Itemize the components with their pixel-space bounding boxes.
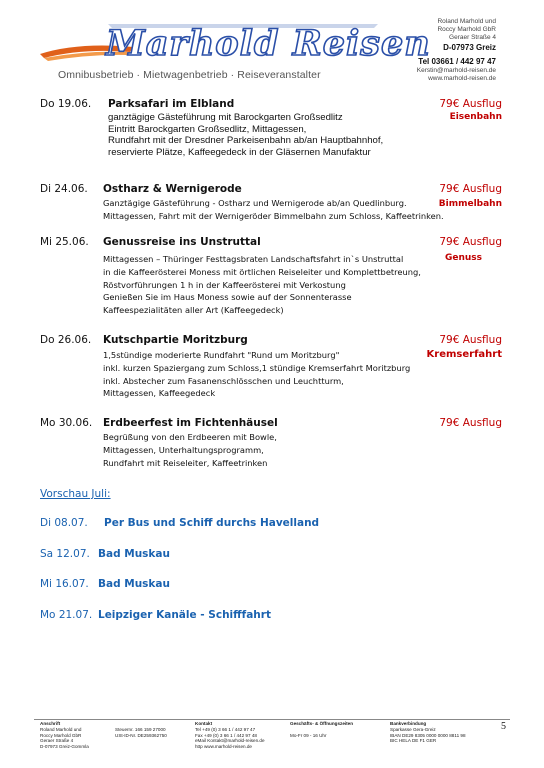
address-line1: Roland Marhold und	[437, 18, 496, 25]
trip-entry	[40, 183, 502, 221]
trip-entry	[40, 236, 502, 316]
footer-contact	[195, 721, 265, 750]
footer-line: BIC HELA DE F1 GER	[390, 738, 437, 744]
footer-line: D-07973 Greiz-Gommla	[40, 744, 89, 750]
trip-line: Mittagessen, Fahrt mit der Wernigeröder Bimmelbahn zum Schloss, Kaffeetrinken.	[103, 210, 444, 221]
trip-tag: Bimmelbahn	[438, 199, 502, 209]
footer-line: eMail Kontakt@marhold-reisen.de	[195, 738, 265, 744]
trip-title: Genussreise ins Unstruttal	[103, 236, 261, 248]
footer-line: Bankverbindung	[390, 721, 427, 726]
address-email: Kerstin@marhold-reisen.de	[416, 67, 496, 74]
address-web: www.marhold-reisen.de	[428, 75, 496, 82]
footer-line: USt-ID-Nr. DE259362750	[115, 732, 167, 738]
trip-line: inkl. kurzen Spaziergang zum Schloss,1 stündige Kremserfahrt Moritzburg	[103, 362, 411, 373]
footer-line: Mo-Fr 09 - 16 Uhr	[290, 732, 327, 738]
trip-line: 1,5stündige moderierte Rundfahrt "Rund um Moritzburg"	[103, 350, 340, 360]
preview-date: Sa 12.07.	[40, 548, 90, 560]
trip-entry	[40, 417, 502, 468]
preview-title: Per Bus und Schiff durchs Havelland	[104, 517, 320, 529]
trip-date: Mi 25.06.	[40, 236, 89, 248]
trip-line: Röstvorführungen 1 h in der Kaffeerösterei mit Verkostung	[103, 279, 346, 290]
trip-title: Parksafari im Elbland	[108, 98, 235, 110]
trip-price: 79€ Ausflug	[439, 236, 502, 248]
preview-date: Di 08.07.	[40, 517, 88, 529]
trip-line: Rundfahrt mit Reiseleiter, Kaffeetrinken	[103, 457, 268, 468]
footer-line: Roland Marhold und	[40, 726, 82, 732]
trip-line: Kaffeespezialitäten aller Art (Kaffeegedeck)	[103, 305, 284, 316]
footer-bank	[390, 721, 466, 744]
footer-line: Geraer Straße 4	[40, 738, 74, 744]
preview-title: Bad Muskau	[98, 578, 170, 590]
trip-line: reservierte Plätze, Kaffeegedeck in der Gläsernen Manufaktur	[108, 147, 371, 159]
footer-divider	[34, 719, 510, 720]
footer-line: Fax +49 (0) 3 66 1 / 442 97 48	[195, 732, 257, 738]
footer-line: Geschäfts- & Öffnungszeiten	[290, 721, 354, 726]
footer-line: Steuernr. 166 159 27000	[115, 727, 166, 732]
preview-title: Leipziger Kanäle - Schifffahrt	[98, 609, 271, 621]
footer-line: Tel +49 (0) 3 66 1 / 442 97 47	[195, 726, 256, 732]
trip-description	[103, 349, 410, 400]
trip-description	[108, 112, 383, 159]
trip-line: Mittagessen, Kaffeegedeck	[103, 388, 216, 399]
trip-description	[103, 197, 444, 223]
logo-text: Marhold Reisen	[106, 23, 431, 64]
trip-line: Mittagessen, Unterhaltungsprogramm,	[103, 444, 264, 455]
trip-description	[103, 431, 277, 469]
address-line3: Geraer Straße 4	[449, 34, 496, 41]
footer-line: Sparkasse Gera-Greiz	[390, 726, 436, 732]
trip-price: 79€ Ausflug	[439, 183, 502, 195]
trip-line: in die Kaffeerösterei Moness mit örtlichen Reiseleiter und Komplettbetreung,	[103, 266, 421, 277]
company-logo	[38, 14, 431, 66]
footer-address	[40, 721, 89, 750]
trip-description	[103, 253, 421, 317]
trip-date: Di 24.06.	[40, 183, 88, 195]
preview-item	[40, 609, 271, 621]
preview-item	[40, 548, 170, 560]
trip-price: 79€ Ausflug	[439, 334, 502, 346]
trip-tag: Eisenbahn	[449, 112, 502, 122]
trip-title: Erdbeerfest im Fichtenhäusel	[103, 417, 278, 429]
header-address	[417, 18, 496, 83]
preview-title: Bad Muskau	[98, 548, 170, 560]
preview-item	[40, 517, 319, 529]
footer-line: Roccy Marhold GbR	[40, 732, 82, 738]
preview-date: Mi 16.07.	[40, 578, 89, 590]
trip-line: Mittagessen – Thüringer Festtagsbraten Landschaftsfahrt in`s Unstruttal	[103, 254, 404, 264]
trip-line: ganztägige Gästeführung mit Barockgarten Großsedlitz	[108, 112, 343, 123]
trip-tag: Genuss	[444, 253, 482, 263]
address-line2: Roccy Marhold GbR	[437, 26, 496, 33]
trip-date: Do 26.06.	[40, 334, 92, 346]
trip-title: Ostharz & Wernigerode	[103, 183, 242, 195]
footer-hours	[290, 721, 353, 739]
logo-graphic	[38, 14, 431, 66]
trip-line: inkl. Abstecher zum Fasanenschlösschen und Leuchtturm,	[103, 375, 344, 386]
preview-heading: Vorschau Juli:	[40, 488, 111, 500]
trip-line: Begrüßung von den Erdbeeren mit Bowle,	[103, 432, 277, 442]
trip-line: Eintritt Barockgarten Großsedlitz, Mittagessen,	[108, 123, 307, 135]
trip-line: Ganztägige Gästeführung - Ostharz und Wernigerode ab/an Quedlinburg.	[103, 198, 407, 208]
address-city: D-07973 Greiz	[443, 43, 496, 52]
trip-price: 79€ Ausflug	[439, 417, 502, 429]
trip-date: Do 19.06.	[40, 98, 92, 110]
preview-item	[40, 578, 170, 590]
trip-entry	[40, 98, 502, 159]
footer-line: Kontakt	[195, 721, 213, 726]
footer-line: Anschrift	[40, 721, 61, 726]
address-tel: Tel 03661 / 442 97 47	[418, 57, 496, 66]
trip-entry	[40, 334, 502, 399]
footer-line: IBAN DE29 8305 0000 0000 8811 98	[390, 732, 466, 738]
trip-tag: Kremserfahrt	[426, 349, 502, 360]
footer-line: http www.marhold-reisen.de	[195, 744, 252, 750]
trip-date: Mo 30.06.	[40, 417, 93, 429]
trip-price: 79€ Ausflug	[439, 98, 502, 110]
trip-line: Rundfahrt mit der Dresdner Parkeisenbahn ab/an Hauptbahnhof,	[108, 135, 384, 147]
trip-title: Kutschpartie Moritzburg	[103, 334, 248, 346]
preview-date: Mo 21.07.	[40, 609, 93, 621]
trip-line: Genießen Sie im Haus Moness sowie auf der Sonnenterasse	[103, 292, 352, 303]
footer-tax	[115, 727, 167, 739]
tagline: Omnibusbetrieb · Mietwagenbetrieb · Reiseveranstalter	[58, 69, 321, 81]
page-number: 5	[501, 721, 506, 732]
